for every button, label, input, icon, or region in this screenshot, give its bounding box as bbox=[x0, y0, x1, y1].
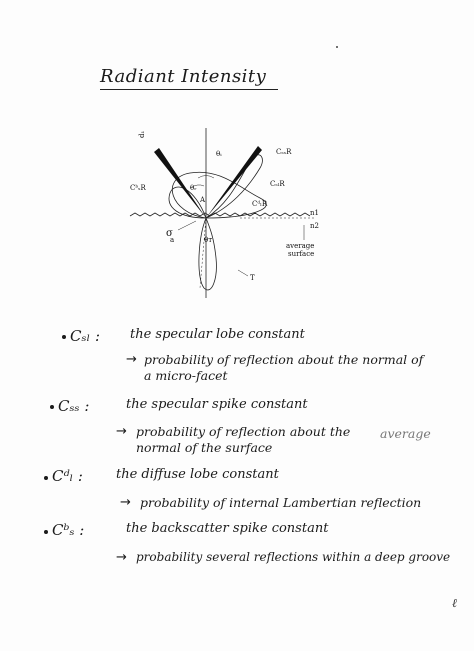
t-leader bbox=[238, 270, 248, 276]
item-1-sub-line1: probability of reflection about the normal of bbox=[144, 352, 424, 367]
label-css: CₛₛR bbox=[276, 148, 292, 156]
label-cbs: CᵇₛR bbox=[130, 184, 146, 192]
label-theta-i: θᵢ bbox=[216, 150, 222, 158]
label-n1: n1 bbox=[310, 209, 319, 217]
label-average: average bbox=[286, 242, 315, 250]
microfacet-surface bbox=[130, 213, 310, 216]
bullet-2 bbox=[50, 405, 54, 409]
item-3-term: Cᵈₗ : bbox=[52, 467, 83, 485]
item-1-desc: the specular lobe constant bbox=[130, 327, 305, 342]
bullet-1 bbox=[62, 335, 66, 339]
label-sigma: σ bbox=[166, 228, 173, 239]
item-2-desc: the specular spike constant bbox=[126, 397, 308, 412]
label-csl: CₛₗR bbox=[270, 180, 285, 188]
title-underline bbox=[100, 89, 278, 90]
page-title: Radiant Intensity bbox=[100, 66, 267, 87]
item-4-term: Cᵇₛ : bbox=[52, 521, 85, 539]
label-a: A bbox=[200, 196, 206, 204]
label-theta-t: θᴛ bbox=[204, 236, 213, 244]
item-3-desc: the diffuse lobe constant bbox=[116, 467, 279, 482]
item-2-sub-line1a: probability of reflection about the bbox=[136, 424, 351, 439]
item-4-sub-line1: probability several reflections within a deep groove bbox=[136, 550, 451, 564]
label-d1: d₁ bbox=[138, 130, 146, 138]
incident-spike bbox=[154, 148, 206, 218]
bullet-4 bbox=[44, 530, 48, 534]
label-sigma-sub: a bbox=[170, 236, 175, 244]
label-theta-r: θᵣ bbox=[190, 184, 197, 192]
item-3-sub-line1: probability of internal Lambertian reflection bbox=[140, 495, 422, 510]
specular-lobe bbox=[206, 155, 262, 218]
stray-mark bbox=[336, 46, 338, 48]
item-1-arrow: → bbox=[126, 352, 137, 367]
label-n2: n2 bbox=[310, 222, 319, 230]
item-4-desc: the backscatter spike constant bbox=[126, 521, 329, 536]
item-2-sub-line2: normal of the surface bbox=[136, 440, 273, 455]
label-surface: surface bbox=[288, 250, 315, 258]
item-1-sub-line2: a micro-facet bbox=[144, 368, 228, 383]
item-2-sub-line1b: average bbox=[380, 426, 431, 441]
bullet-3 bbox=[44, 476, 48, 480]
item-2-arrow: → bbox=[116, 424, 127, 439]
item-3-arrow: → bbox=[120, 495, 131, 510]
sigma-leader bbox=[178, 221, 196, 230]
corner-mark: ℓ bbox=[452, 596, 457, 610]
item-4-arrow: → bbox=[116, 550, 127, 565]
transmitted-lobe bbox=[199, 218, 216, 290]
label-t: T bbox=[250, 274, 255, 282]
label-cdl: CᵈₗR bbox=[252, 200, 268, 208]
item-2-term: Cₛₛ : bbox=[58, 397, 90, 415]
radiant-intensity-diagram bbox=[120, 118, 350, 308]
item-1-term: Cₛₗ : bbox=[70, 327, 100, 345]
